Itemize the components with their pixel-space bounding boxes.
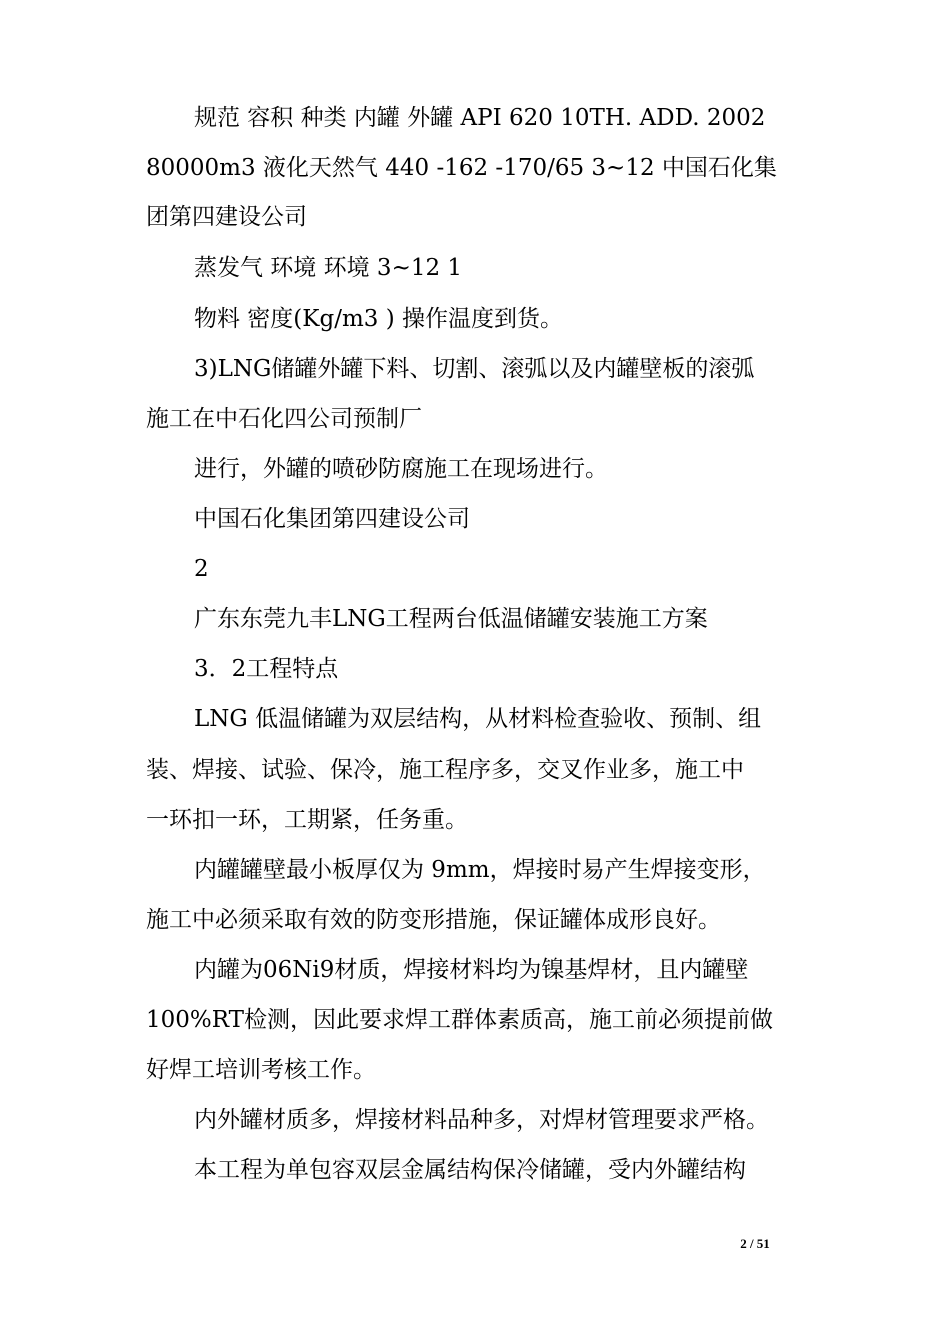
text-line-19: 100%RT检测，因此要求焊工群体素质高，施工前必须提前做 (146, 1007, 774, 1033)
text-line-17: 施工中必须采取有效的防变形措施，保证罐体成形良好。 (146, 907, 721, 933)
page-number: 2 / 51 (740, 1236, 770, 1251)
text-line-16: 内罐罐壁最小板厚仅为 9mm，焊接时易产生焊接变形， (194, 857, 766, 883)
text-line-18: 内罐为06Ni9材质，焊接材料均为镍基焊材，且内罐壁 (194, 957, 749, 983)
text-line-1: 规范 容积 种类 内罐 外罐 API 620 10TH. ADD. 2002 (194, 105, 766, 131)
text-line-7: 施工在中石化四公司预制厂 (146, 406, 422, 432)
text-line-2: 80000m3 液化天然气 440 -162 -170/65 3~12 中国石化集 (146, 155, 777, 181)
text-line-9: 中国石化集团第四建设公司 (194, 506, 470, 532)
text-line-4: 蒸发气 环境 环境 3~12 1 (194, 255, 463, 281)
text-line-15: 一环扣一环，工期紧，任务重。 (146, 807, 468, 833)
text-line-11: 广东东莞九丰LNG工程两台低温储罐安装施工方案 (194, 606, 708, 632)
text-line-3: 团第四建设公司 (146, 204, 307, 230)
section-heading: 3．2工程特点 (194, 656, 339, 682)
text-line-20: 好焊工培训考核工作。 (146, 1057, 376, 1083)
text-line-10: 2 (194, 556, 209, 582)
text-line-21: 内外罐材质多，焊接材料品种多，对焊材管理要求严格。 (194, 1107, 769, 1133)
text-line-5: 物料 密度(Kg/m3 ) 操作温度到货。 (194, 306, 563, 332)
text-line-14: 装、焊接、试验、保冷，施工程序多，交叉作业多，施工中 (146, 757, 744, 783)
text-line-8: 进行，外罐的喷砂防腐施工在现场进行。 (194, 456, 608, 482)
text-line-6: 3)LNG储罐外罐下料、切割、滚弧以及内罐壁板的滚弧 (194, 356, 755, 382)
text-line-22: 本工程为单包容双层金属结构保冷储罐，受内外罐结构 (194, 1157, 746, 1183)
text-line-13: LNG 低温储罐为双层结构，从材料检查验收、预制、组 (194, 706, 762, 732)
